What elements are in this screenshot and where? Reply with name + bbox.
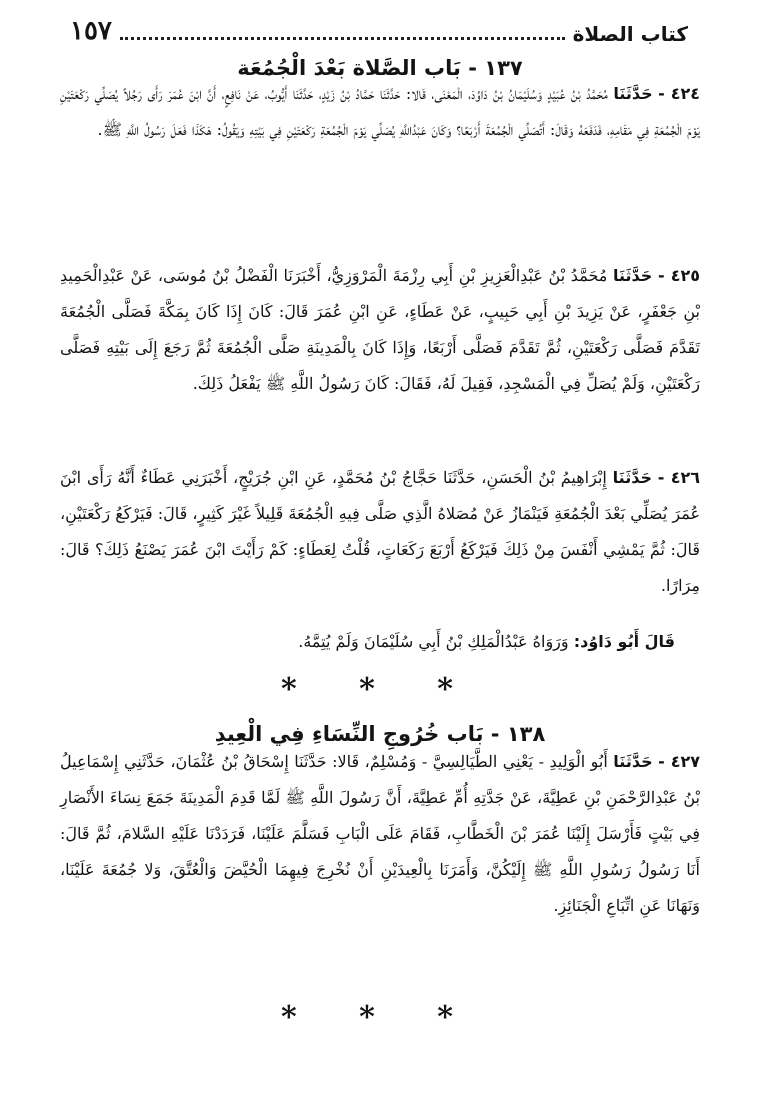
hadith-lead: حَدَّثَنَا [613, 752, 653, 771]
hadith-424 [60, 76, 700, 148]
section-separator: * * * [281, 672, 479, 707]
hadith-text: أَبُو الْوَلِيدِ - يَعْنِي الطَّيَالِسِيَّ - وَمُسْلِمٌ، قَالا: حَدَّثَنَا إِسْحَاقُ بْنُ عُثْمَانَ، حَدَّثَنِي إِسْمَاعِيلُ بْنُ عَبْدِالرَّحْمَنِ بْنِ عَطِيَّةَ، عَنْ جَدَّتِهِ أُمِّ عَطِيَّةَ، أَنَّ رَسُولَ اللَّهِ ﷺ لَمَّا قَدِمَ الْمَدِينَةَ جَمَعَ نِسَاءَ الأَنْصَارِ فِي بَيْتٍ فَأَرْسَلَ إِلَيْنَا عُمَرَ بْنَ الْخَطَّابِ، فَقَامَ عَلَى الْبَابِ فَسَلَّمَ عَلَيْنَا، فَرَدَدْنَا عَلَيْهِ السَّلامَ، ثُمَّ قَالَ: أَنَا رَسُولُ رَسُولِ اللَّهِ ﷺ إِلَيْكُنَّ، وَأَمَرَنَا بِالْعِيدَيْنِ أَنْ نُخْرِجَ فِيهِمَا الْحُيَّضَ وَالْعُتَّقَ، وَلا جُمُعَةَ عَلَيْنَا، وَنَهَانَا عَنِ اتِّبَاعِ الْجَنَائِزِ. [60, 752, 700, 915]
hadith-text: مُحَمَّدُ بْنُ عُبَيْدٍ وَسُلَيْمَانُ بْنُ دَاوُدَ، الْمَعْنَى، قَالا: حَدَّثَنَا حَمَّادُ بْنُ زَيْدٍ، حَدَّثَنَا أَيُّوبُ، عَنْ نَافِعٍ، أَنَّ ابْنَ عُمَرَ رَأَى رَجُلاً يُصَلِّي رَكْعَتَيْنِ يَوْمَ الْجُمُعَةِ فِي مَقَامِهِ، فَدَفَعَهُ وَقَالَ: أَتُصَلِّي الْجُمُعَةَ أَرْبَعًا؟ وَكَانَ عَبْدُاللَّهِ يُصَلِّي يَوْمَ الْجُمُعَةِ رَكْعَتَيْنِ فِي بَيْتِهِ وَيَقُولُ: هَكَذَا فَعَلَ رَسُولُ اللَّهِ ﷺ. [60, 84, 700, 139]
abu-dawud-note [60, 624, 675, 660]
header-dotted-leader [120, 37, 565, 40]
note-text: وَرَوَاهُ عَبْدُالْمَلِكِ بْنُ أَبِي سُلَيْمَانَ وَلَمْ يُتِمَّهُ. [298, 632, 569, 651]
chapter-title: ١٣٧ - بَاب الصَّلاة بَعْدَ الْجُمُعَة [237, 56, 523, 80]
hadith-number: ٤٢٥ - [657, 266, 701, 285]
chapter-title: ١٣٨ - بَاب خُرُوجِ النِّسَاءِ فِي الْعِيدِ [214, 722, 546, 746]
hadith-number: ٤٢٦ - [657, 468, 700, 487]
hadith-number: ٤٢٤ - [658, 84, 700, 103]
hadith-number: ٤٢٧ - [658, 752, 701, 771]
book-title: كتاب الصلاة [572, 22, 688, 46]
section-separator: * * * [281, 1000, 479, 1035]
hadith-text: مُحَمَّدُ بْنُ عَبْدِالْعَزِيزِ بْنِ أَبِي رِزْمَةَ الْمَرْوَزِيُّ، أَخْبَرَنَا الْفَضْلُ بْنُ مُوسَى، عَنْ عَبْدِالْحَمِيدِ بْنِ جَعْفَرٍ، عَنْ يَزِيدَ بْنِ أَبِي حَبِيبٍ، عَنْ عَطَاءٍ، عَنِ ابْنِ عُمَرَ قَالَ: كَانَ إِذَا كَانَ بِمَكَّةَ فَصَلَّى الْجُمُعَةَ تَقَدَّمَ فَصَلَّى رَكْعَتَيْنِ، ثُمَّ تَقَدَّمَ فَصَلَّى أَرْبَعًا، وَإِذَا كَانَ بِالْمَدِينَةِ صَلَّى الْجُمُعَةَ ثُمَّ رَجَعَ إِلَى بَيْتِهِ فَصَلَّى رَكْعَتَيْنِ، وَلَمْ يُصَلِّ فِي الْمَسْجِدِ، فَقِيلَ لَهُ، فَقَالَ: كَانَ رَسُولُ اللَّهِ ﷺ يَفْعَلُ ذَلِكَ. [60, 266, 700, 393]
page-header [70, 6, 688, 46]
hadith-text: إِبْرَاهِيمُ بْنُ الْحَسَنِ، حَدَّثَنَا حَجَّاجُ بْنُ مُحَمَّدٍ، عَنِ ابْنِ جُرَيْجٍ، أَخْبَرَنِي عَطَاءٌ أَنَّهُ رَأَى ابْنَ عُمَرَ يُصَلِّي بَعْدَ الْجُمُعَةِ فَيَنْمَازُ عَنْ مُصَلاهُ الَّذِي صَلَّى فِيهِ الْجُمُعَةَ قَلِيلاً غَيْرَ كَثِيرٍ، قَالَ: فَيَرْكَعُ رَكْعَتَيْنِ، قَالَ: ثُمَّ يَمْشِي أَنْفَسَ مِنْ ذَلِكَ فَيَرْكَعُ أَرْبَعَ رَكَعَاتٍ، قُلْتُ لِعَطَاءٍ: كَمْ رَأَيْتَ ابْنَ عُمَرَ يَصْنَعُ ذَلِكَ؟ قَالَ: مِرَارًا. [60, 468, 700, 595]
hadith-lead: حَدَّثَنَا [613, 84, 653, 103]
page-number: ١٥٧ [70, 16, 112, 46]
hadith-lead: حَدَّثَنَا [612, 266, 653, 285]
hadith-427 [60, 744, 700, 924]
hadith-425 [60, 258, 700, 402]
hadith-lead: حَدَّثَنَا [612, 468, 652, 487]
note-lead: قَالَ أَبُو دَاوُد: [573, 632, 675, 651]
hadith-426 [60, 460, 700, 604]
